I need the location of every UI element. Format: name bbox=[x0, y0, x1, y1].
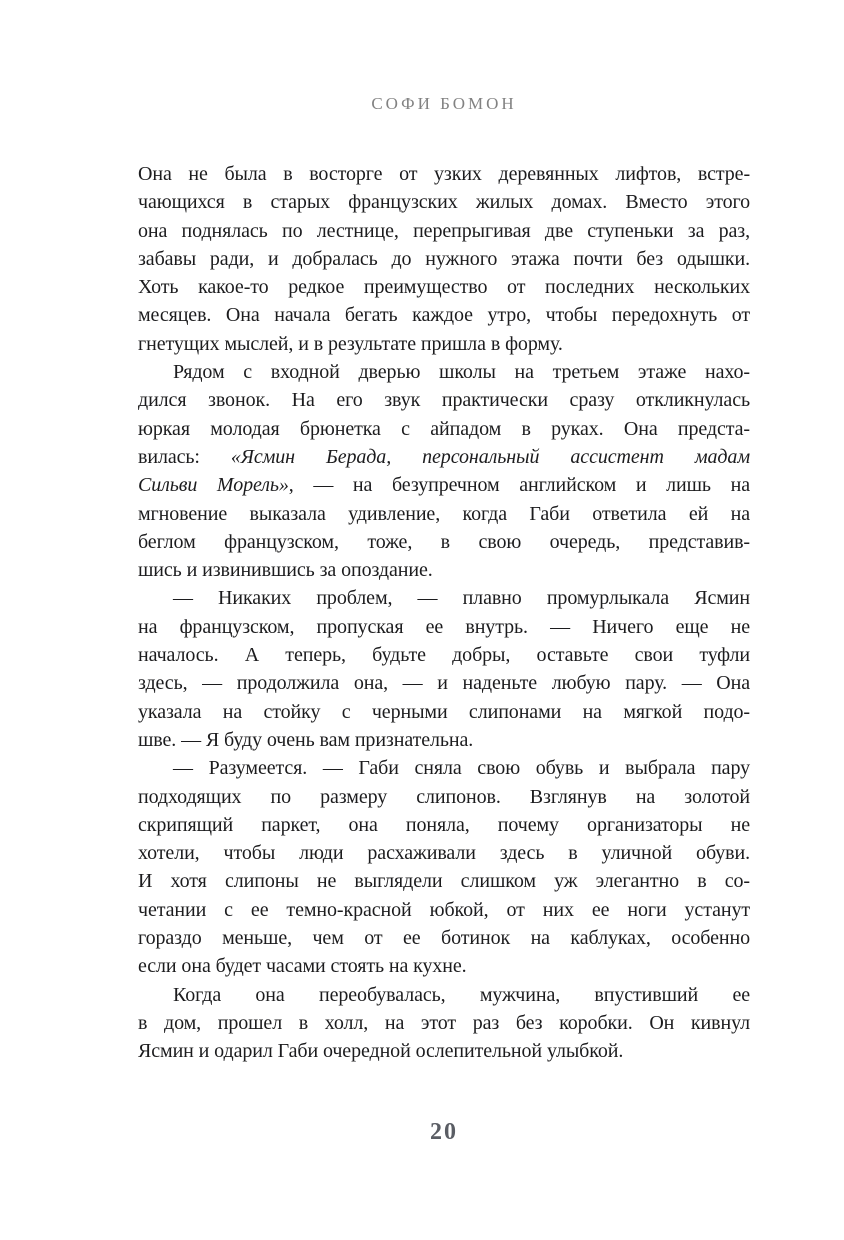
text-segment: если она будет часами стоять на кухне. bbox=[138, 955, 467, 978]
text-segment: на французском, пропуская ее внутрь. — Ничего еще не bbox=[138, 615, 750, 638]
text-segment: указала на стойку с черными слипонами на мягкой подо- bbox=[138, 700, 750, 723]
text-segment: беглом французском, тоже, в свою очередь, представив- bbox=[138, 530, 750, 553]
text-block bbox=[138, 160, 750, 1066]
text-line bbox=[138, 613, 750, 641]
text-segment: скрипящий паркет, она поняла, почему организаторы не bbox=[138, 813, 750, 836]
text-segment: — Разумеется. — Габи сняла свою обувь и выбрала пару bbox=[173, 757, 750, 780]
text-line bbox=[138, 811, 750, 839]
text-segment: подходящих по размеру слипонов. Взглянув на золотой bbox=[138, 785, 750, 808]
paragraph bbox=[138, 981, 750, 1066]
text-segment: чающихся в старых французских жилых домах. Вместо этого bbox=[138, 191, 750, 214]
paragraph bbox=[138, 160, 750, 358]
text-line bbox=[138, 415, 750, 443]
paragraph bbox=[138, 584, 750, 754]
text-segment: дился звонок. На его звук практически сразу откликнулась bbox=[138, 389, 750, 412]
italic-text-segment: Сильви Морель» bbox=[138, 474, 289, 497]
text-line bbox=[138, 188, 750, 216]
text-segment: Она не была в восторге от узких деревянных лифтов, встре- bbox=[138, 163, 750, 185]
text-segment: шве. — Я буду очень вам признательна. bbox=[138, 728, 474, 751]
text-segment: Хоть какое-то редкое преимущество от последних нескольких bbox=[138, 276, 750, 299]
text-line bbox=[138, 952, 750, 980]
text-segment: она поднялась по лестнице, перепрыгивая две ступеньки за раз, bbox=[138, 219, 750, 242]
text-line bbox=[138, 867, 750, 895]
text-segment: — Никаких проблем, — плавно промурлыкала Ясмин bbox=[173, 587, 750, 610]
text-line bbox=[138, 726, 750, 754]
text-segment: четании с ее темно-красной юбкой, от них ее ноги устанут bbox=[138, 898, 750, 921]
text-segment: мгновение выказала удивление, когда Габи ответила ей на bbox=[138, 502, 750, 525]
italic-text-segment: «Ясмин Берада, персональный ассистент мадам bbox=[230, 445, 750, 468]
text-segment: началось. А теперь, будьте добры, оставьте свои туфли bbox=[138, 644, 750, 667]
text-segment: вилась: bbox=[138, 445, 231, 468]
text-line bbox=[138, 273, 750, 301]
running-header-author: СОФИ БОМОН bbox=[371, 94, 517, 113]
text-segment: И хотя слипоны не выглядели слишком уж элегантно в со- bbox=[138, 870, 750, 893]
text-segment: , — на безупречном английском и лишь на bbox=[288, 474, 750, 497]
text-segment: месяцев. Она начала бегать каждое утро, чтобы передохнуть от bbox=[138, 304, 750, 327]
text-segment: шись и извинившись за опоздание. bbox=[138, 559, 433, 582]
text-segment: гораздо меньше, чем от ее ботинок на каблуках, особенно bbox=[138, 927, 750, 950]
text-line bbox=[138, 443, 750, 471]
text-line bbox=[138, 669, 750, 697]
text-segment: Когда она переобувалась, мужчина, впустивший ее bbox=[173, 983, 750, 1006]
text-segment: гнетущих мыслей, и в результате пришла в форму. bbox=[138, 332, 563, 355]
text-line bbox=[138, 1037, 750, 1065]
text-line bbox=[138, 698, 750, 726]
text-line bbox=[138, 217, 750, 245]
text-line bbox=[138, 641, 750, 669]
text-line bbox=[138, 783, 750, 811]
page-number: 20 bbox=[430, 1119, 458, 1145]
text-line bbox=[138, 924, 750, 952]
text-line bbox=[138, 528, 750, 556]
text-line bbox=[138, 245, 750, 273]
text-segment: забавы ради, и добралась до нужного этажа почти без одышки. bbox=[138, 247, 750, 270]
text-line bbox=[138, 556, 750, 584]
text-segment: Рядом с входной дверью школы на третьем этаже нахо- bbox=[173, 361, 750, 384]
text-line bbox=[138, 896, 750, 924]
text-segment: юркая молодая брюнетка с айпадом в руках. Она предста- bbox=[138, 417, 750, 440]
text-segment: Ясмин и одарил Габи очередной ослепительной улыбкой. bbox=[138, 1040, 624, 1063]
text-line bbox=[138, 500, 750, 528]
text-segment: здесь, — продолжила она, — и наденьте любую пару. — Она bbox=[138, 672, 750, 695]
text-line bbox=[138, 981, 750, 1009]
text-line bbox=[138, 160, 750, 188]
text-line bbox=[138, 301, 750, 329]
text-segment: в дом, прошел в холл, на этот раз без коробки. Он кивнул bbox=[138, 1011, 750, 1034]
text-line bbox=[138, 584, 750, 612]
text-line bbox=[138, 754, 750, 782]
text-line bbox=[138, 471, 750, 499]
paragraph bbox=[138, 358, 750, 584]
text-line bbox=[138, 386, 750, 414]
text-line bbox=[138, 839, 750, 867]
text-line bbox=[138, 1009, 750, 1037]
text-line bbox=[138, 358, 750, 386]
text-line bbox=[138, 330, 750, 358]
text-segment: хотели, чтобы люди расхаживали здесь в уличной обуви. bbox=[138, 842, 750, 865]
paragraph bbox=[138, 754, 750, 980]
